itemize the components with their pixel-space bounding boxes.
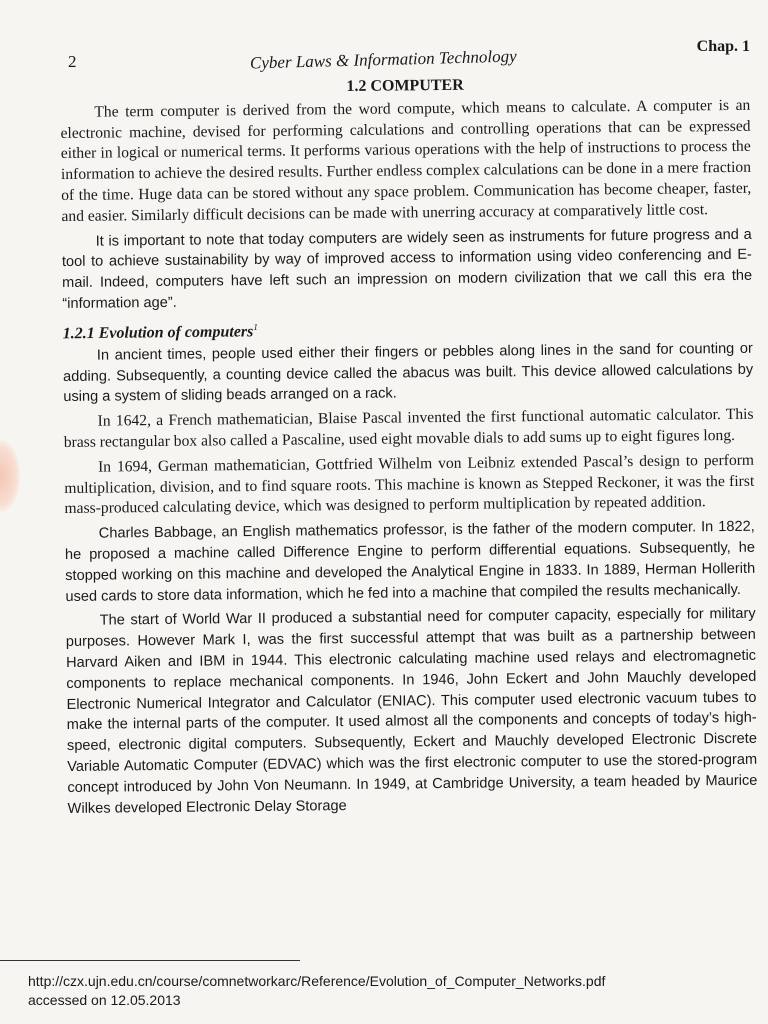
paragraph: The term computer is derived from the word compute, which means to calculate. A computer is an electronic machine, devised for performing calculations and controlling operations that can be expressed either in logical or numerical terms. It performs various operations with the help of instructions to process the information to achieve the desired results. Further endless complex calculations can be done in a mere fraction of the time. Huge data can be stored without any space problem. Communication has become cheaper, faster, and easier. Similarly difficult decisions can be made with unerring accuracy at comparatively little cost. [60,96,752,225]
footnote-divider [0,960,300,961]
thumb-in-photo [0,440,20,512]
body-text [60,73,758,824]
paragraph: The start of World War II produced a substantial need for computer capacity, especially for military purposes. However Mark I, was the first successful attempt that was built as a partnership between Harvard Aiken and IBM in 1944. This electronic calculating machine used relays and electromagnetic components to replace mechanical components. In 1946, John Eckert and John Mauchly developed Electronic Numerical Integrator and Calculator (ENIAC). This computer used electronic vacuum tubes to make the internal parts of the computer. It used almost all the components and concepts of today’s high-speed, electronic digital computers. Subsequently, Eckert and Mauchly developed Electronic Discrete Variable Automatic Computer (EDVAC) which was the first electronic computer to use the stored-program concept introduced by John Von Neumann. In 1949, at Cambridge University, a team headed by Maurice Wilkes developed Electronic Delay Storage [65,606,758,817]
footnote-url: http://czx.ujn.edu.cn/course/comnetworkarc/Reference/Evolution_of_Computer_Networks.pdf [28,973,606,989]
footnote [28,972,738,1010]
page-header [60,38,750,78]
subsection-title-text: 1.2.1 Evolution of computers [62,323,254,343]
footnote-accessed: accessed on 12.05.2013 [28,992,181,1008]
running-title: Cyber Laws & Information Technology [249,46,517,73]
paragraph: In 1642, a French mathematician, Blaise Pascal invented the first functional automatic calculator. This brass rectangular box also called a Pascaline, used eight movable dials to add sums up to eight figures long. [63,406,754,452]
section-title: 1.2 COMPUTER [346,76,464,96]
chapter-label: Chap. 1 [696,38,750,55]
footnote-marker: 1 [253,321,258,332]
paragraph: Charles Babbage, an English mathematics professor, is the father of the modern computer. In 1822, he proposed a machine called Difference Engine to perform differential equations. Subsequently, he stopped working on this machine and developed the Analytical Engine in 1833. In 1889, Herman Hollerith used cards to store data information, which he fed into a machine that compiled the results mechanically. [64,519,756,605]
paragraph: It is important to note that today computers are widely seen as instruments for future progress and a tool to achieve sustainability by way of improved access to information using video conferencing and E-mail. Indeed, computers have left such an impression on modern civilization that we call this era the “information age”. [61,226,753,312]
paragraph: In ancient times, people used either their fingers or pebbles along lines in the sand for counting or adding. Subsequently, a counting device called the abacus was built. This device allowed calculations by using a system of sliding beads arranged on a rack. [63,340,754,406]
paragraph: In 1694, German mathematician, Gottfried Wilhelm von Leibniz extended Pascal’s design to perform multiplication, division, and to find square roots. This machine is known as Stepped Reckoner, it was the first mass-produced calculating device, which was designed to perform multiplication by repeated addition. [64,451,755,518]
page-number: 2 [68,52,77,71]
